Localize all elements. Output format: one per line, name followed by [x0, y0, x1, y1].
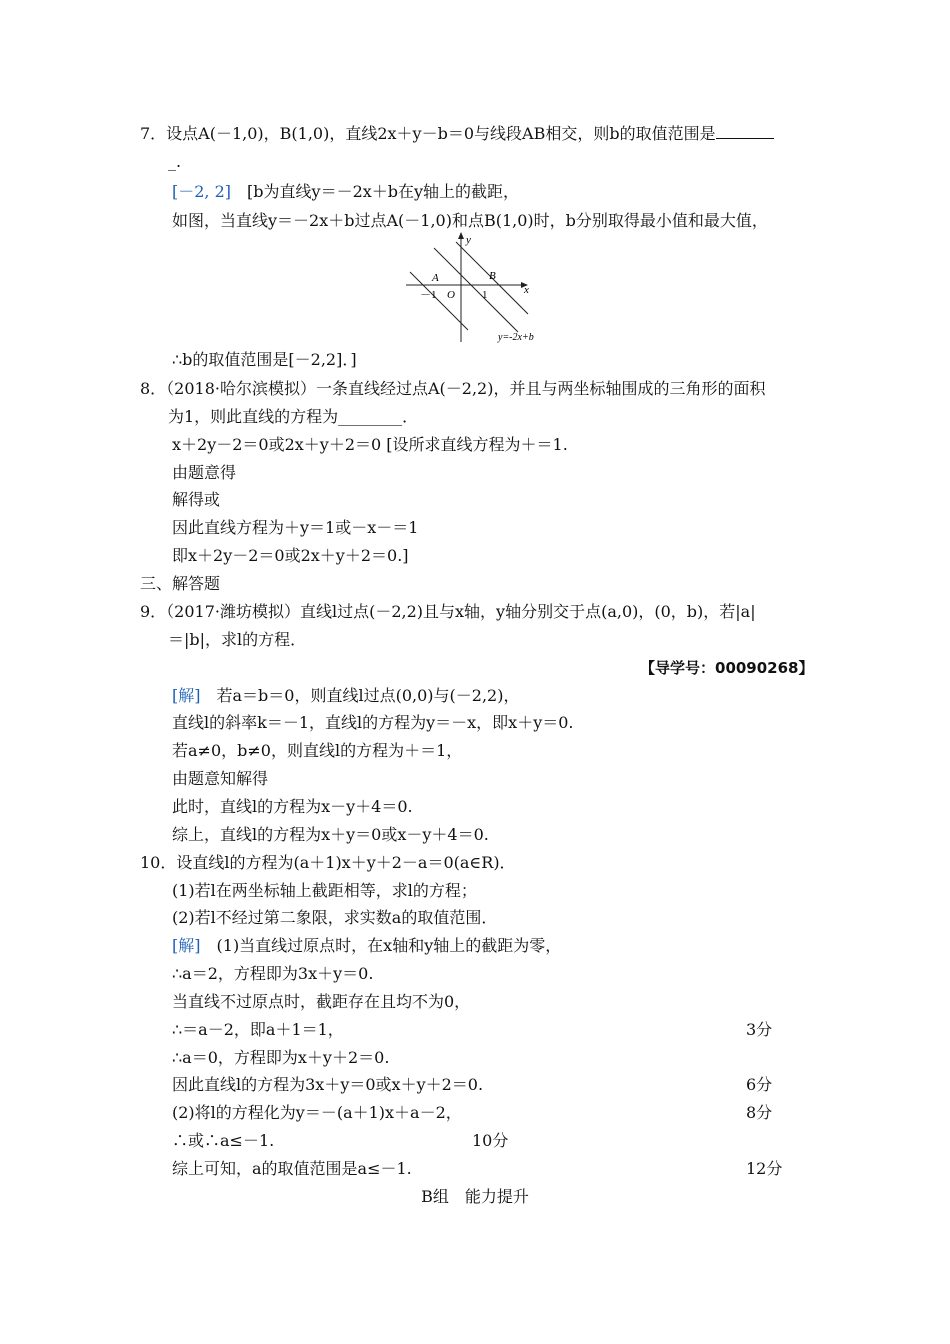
q7-stem: 7．设点A(－1,0)，B(1,0)，直线2x＋y－b＝0与线段AB相交，则b的取值范围是: [140, 124, 774, 144]
score-12: 12分: [746, 1159, 783, 1178]
score-10: 10分: [472, 1131, 509, 1150]
q9-reference-number: 【导学号：00090268】: [640, 659, 814, 677]
q10-solution-1: [172, 936, 561, 956]
q9-solution-5: 此时，直线l的方程为x－y＋4＝0.: [172, 797, 413, 816]
score-3: 3分: [746, 1020, 773, 1039]
q10-solution-8: ∴或∴a≤－1.: [172, 1131, 275, 1150]
q7-stem-cont: _.: [168, 152, 182, 171]
q10-solution-tag: [解]: [172, 936, 201, 955]
q10-solution-1-text: (1)当直线过原点时，在x轴和y轴上的截距为零，: [216, 936, 562, 955]
q10-solution-3: 当直线不过原点时，截距存在且均不为0，: [172, 992, 471, 1011]
q9-solution-4: 由题意知解得: [172, 769, 269, 788]
q8-solution-5: 即x＋2y－2＝0或2x＋y＋2＝0.]: [172, 546, 409, 565]
answer-blank: [716, 124, 774, 139]
origin-label: O: [447, 289, 455, 301]
q10-solution-9: 综上可知，a的取值范围是a≤－1.: [172, 1159, 412, 1178]
q10-solution-6: 因此直线l的方程为3x＋y＝0或x＋y＋2＝0.: [172, 1075, 484, 1094]
point-a-label: A: [432, 272, 439, 284]
q7-answer-line: [172, 182, 519, 202]
score-8: 8分: [746, 1103, 773, 1122]
q7-answer: [－2, 2]: [172, 182, 232, 201]
section-heading: 三、解答题: [140, 574, 221, 593]
q9-stem-1: 9．（2017·潍坊模拟）直线l过点(－2,2)且与x轴，y轴分别交于点(a,0)，(0，b)，若|a|: [140, 602, 756, 621]
q7-solution-3: ∴b的取值范围是[－2,2]．]: [172, 350, 357, 369]
q10-solution-2: ∴a＝2，方程即为3x＋y＝0.: [172, 964, 374, 983]
group-b-heading: B组 能力提升: [421, 1187, 529, 1206]
tick-one: 1: [482, 289, 488, 301]
coordinate-figure: [400, 228, 550, 346]
y-axis-label: y: [466, 234, 471, 246]
q7-solution-1: [b为直线y＝－2x＋b在y轴上的截距，: [247, 182, 520, 201]
q9-stem-2: ＝|b|，求l的方程．: [168, 630, 307, 649]
q8-solution-1: x＋2y－2＝0或2x＋y＋2＝0 [设所求直线方程为＋＝1.: [172, 435, 568, 454]
q9-solution-2: 直线l的斜率k＝－1，直线l的方程为y＝－x，即x＋y＝0.: [172, 713, 574, 732]
line-equation-label: y=-2x+b: [498, 332, 534, 343]
q10-solution-7: (2)将l的方程化为y＝－(a＋1)x＋a－2，: [172, 1103, 462, 1122]
line-through-a: [410, 272, 468, 330]
q8-stem-2: 为1，则此直线的方程为________．: [168, 407, 419, 426]
q9-solution-6: 综上，直线l的方程为x＋y＝0或x－y＋4＝0.: [172, 825, 489, 844]
q7-solution-2: 如图，当直线y＝－2x＋b过点A(－1,0)和点B(1,0)时，b分别取得最小值和最大值，: [172, 211, 768, 230]
q9-solution-1: [172, 686, 519, 706]
q10-solution-4: ∴＝a－2，即a＋1＝1，: [172, 1020, 344, 1039]
q8-solution-2: 由题意得: [172, 463, 237, 482]
score-6: 6分: [746, 1075, 773, 1094]
q10-part-1: (1)若l在两坐标轴上截距相等，求l的方程；: [172, 881, 477, 900]
q10-solution-5: ∴a＝0，方程即为x＋y＋2＝0.: [172, 1048, 390, 1067]
q10-part-2: (2)若l不经过第二象限，求实数a的取值范围．: [172, 908, 498, 927]
q9-solution-1-text: 若a＝b＝0，则直线l过点(0,0)与(－2,2)，: [216, 686, 520, 705]
q8-solution-4: 因此直线方程为＋y＝1或－x－＝1: [172, 518, 419, 537]
q8-solution-3: 解得或: [172, 490, 221, 509]
q9-solution-tag: [解]: [172, 686, 201, 705]
q10-stem: 10．设直线l的方程为(a＋1)x＋y＋2－a＝0(a∈R)．: [140, 853, 516, 872]
q8-stem-1: 8．（2018·哈尔滨模拟）一条直线经过点A(－2,2)，并且与两坐标轴围成的三角形的面积: [140, 379, 766, 398]
x-axis-label: x: [524, 284, 529, 296]
point-b-label: B: [489, 270, 496, 282]
tick-minus-one: －1: [420, 289, 437, 301]
y-axis-arrow: [458, 232, 464, 239]
q9-solution-3: 若a≠0，b≠0，则直线l的方程为＋＝1，: [172, 741, 463, 760]
